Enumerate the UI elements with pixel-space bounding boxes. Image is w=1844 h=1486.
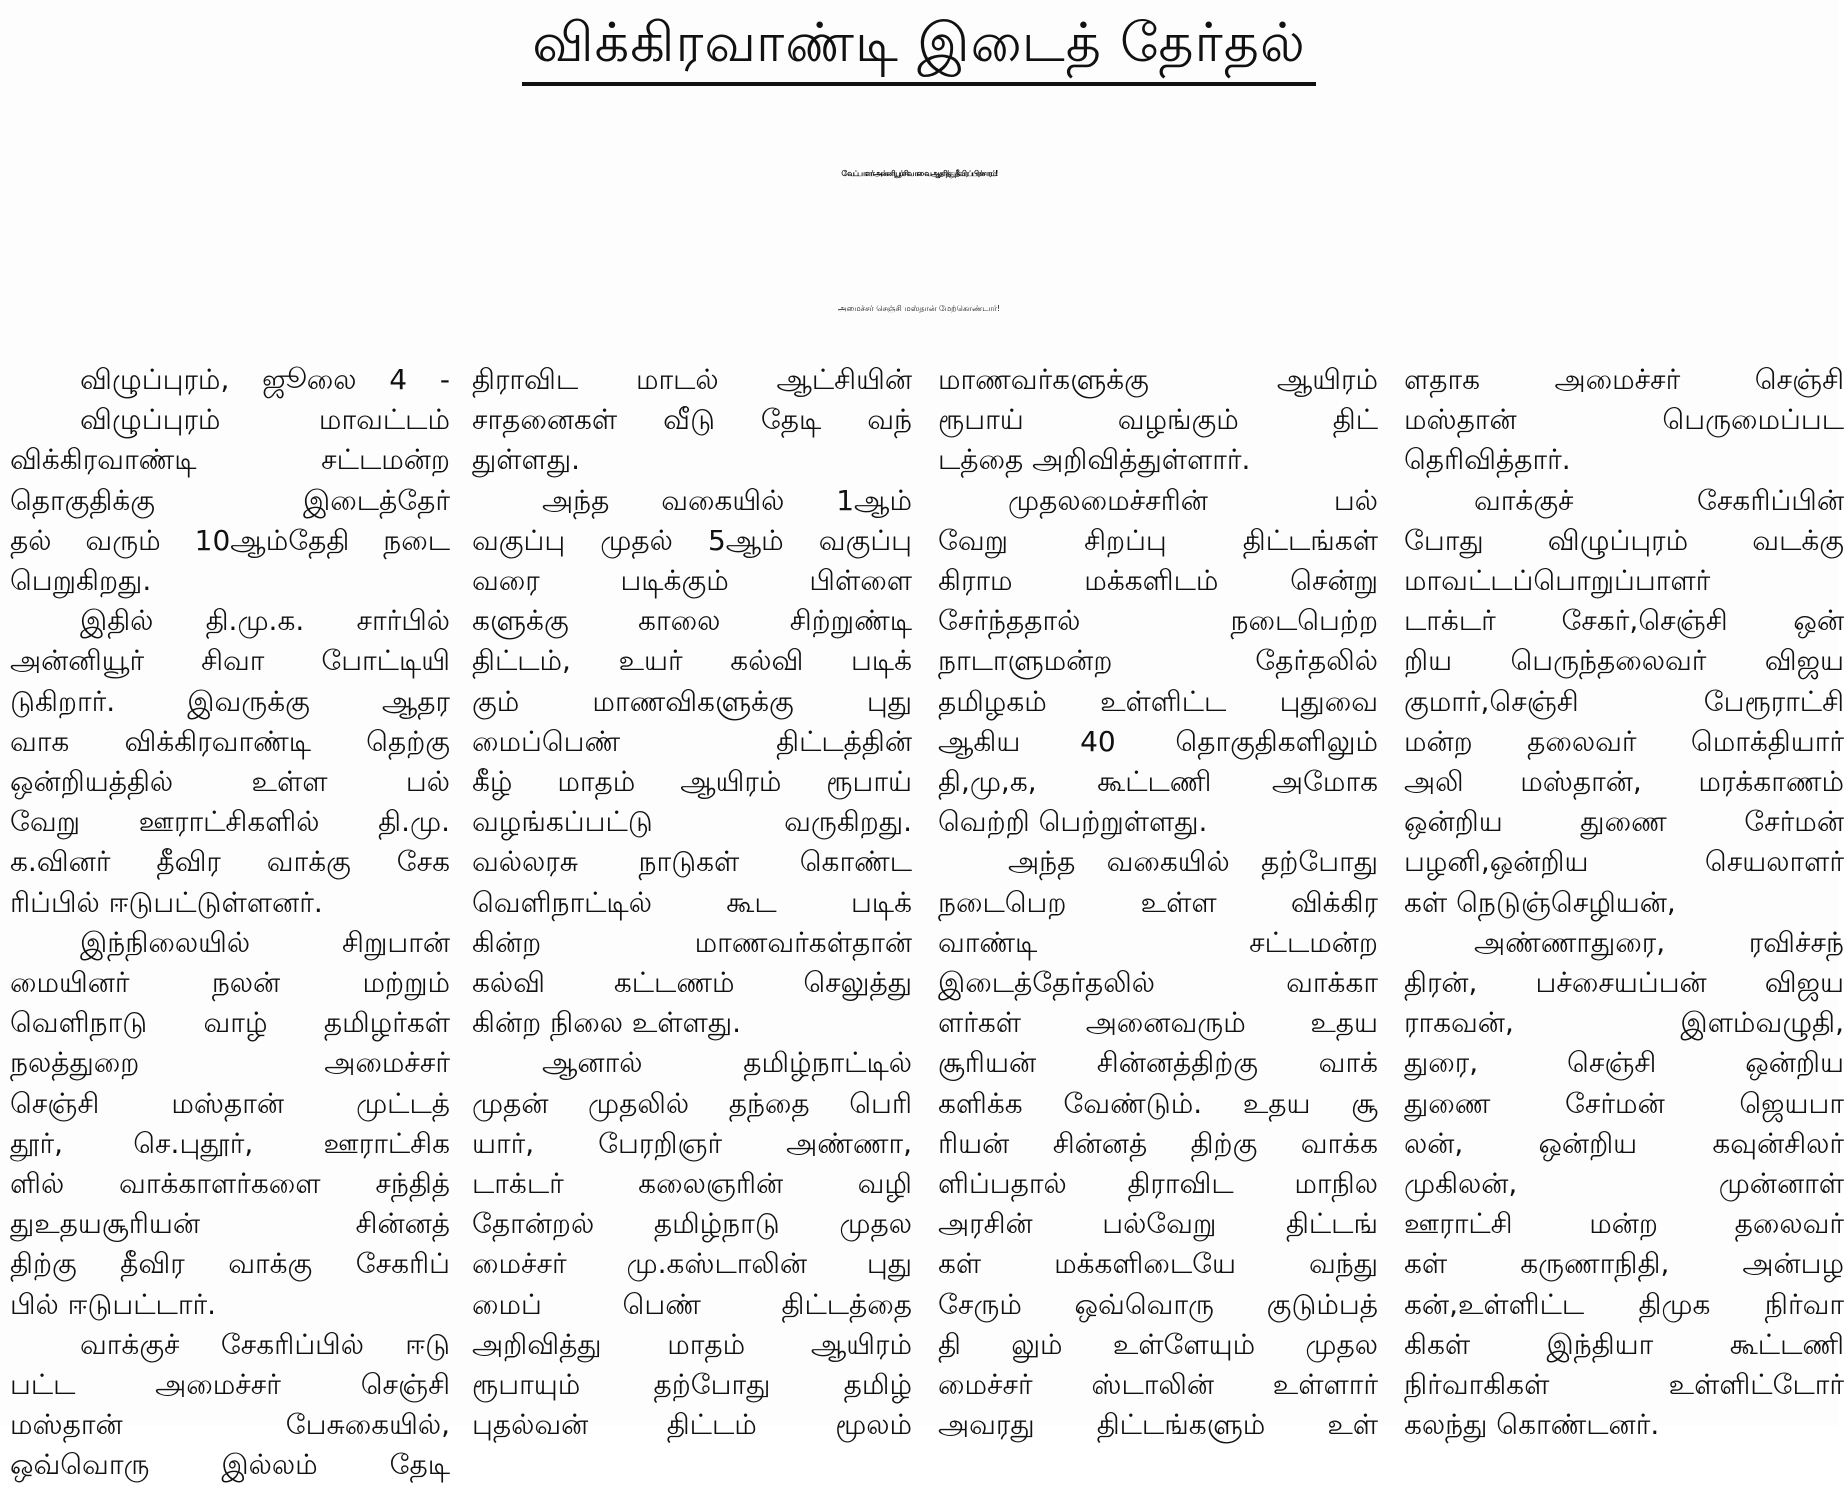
article-text-line: தி லும் உள்ளேயும் முதல (938, 1327, 1378, 1361)
text-column-1 (10, 360, 450, 1482)
article-text-line: அவரது திட்டங்களும் உள் (938, 1408, 1378, 1442)
article-text-line: முதலமைச்சரின் பல் (1008, 483, 1378, 517)
article-text-line: நிர்வாகிகள் உள்ளிட்டோர் (1404, 1368, 1844, 1402)
article-text-line: தமிழகம் உள்ளிட்ட புதுவை (938, 684, 1378, 718)
article-text-line: மைச்சர் மு.கஸ்டாலின் புது (472, 1247, 912, 1281)
article-text-line: கின்ற மாணவர்கள்தான் (472, 925, 912, 959)
article-text-line: செஞ்சி மஸ்தான் முட்டத் (10, 1086, 450, 1120)
article-text-line: வாக்குச் சேகரிப்பில் ஈடு (80, 1327, 450, 1361)
article-text-line: கீழ் மாதம் ஆயிரம் ரூபாய் (472, 765, 912, 799)
article-text-line: விழுப்புரம் மாவட்டம் (80, 403, 450, 437)
article-text-line: சேரும் ஒவ்வொரு குடும்பத் (938, 1287, 1378, 1321)
headline: வேட்பாளர் அன்னியூர் சிவாவை ஆதரித்து தீவிரப் பிரச்சாரம்! (841, 169, 997, 178)
article-text-line: மைச்சர் ஸ்டாலின் உள்ளார் (938, 1368, 1378, 1402)
article-text-line: தூர், செ.புதூர், ஊராட்சிக (10, 1126, 450, 1160)
article-text-line: லன், ஒன்றிய கவுன்சிலர் (1404, 1126, 1844, 1160)
article-text-line: ரூபாயும் தற்போது தமிழ் (472, 1368, 912, 1402)
article-text-line: ஊராட்சி மன்ற தலைவர் (1404, 1207, 1844, 1241)
article-text-line: கின்ற நிலை உள்ளது. (472, 1006, 741, 1040)
article-text-line: ஒவ்வொரு இல்லம் தேடி (10, 1448, 450, 1482)
article-text-line: மைப் பெண் திட்டத்தை (472, 1287, 912, 1321)
kicker-container (0, 8, 1838, 86)
article-text-line: வேறு சிறப்பு திட்டங்கள் (938, 523, 1378, 557)
subheadline: அமைச்சர் செஞ்சி மஸ்தான் மேற்கொண்டார்! (837, 304, 1001, 313)
text-column-2 (472, 360, 912, 1442)
article-text-line: டாக்டர் கலைஞரின் வழி (472, 1167, 912, 1201)
article-text-line: துள்ளது. (472, 443, 580, 477)
article-text-line: சூரியன் சின்னத்திற்கு வாக் (938, 1046, 1378, 1080)
article-text-line: திராவிட மாடல் ஆட்சியின் (472, 363, 912, 396)
article-body (0, 360, 1844, 1482)
article-text-line: கன்,உள்ளிட்ட திமுக நிர்வா (1404, 1287, 1844, 1321)
article-text-line: குமார்,செஞ்சி பேரூராட்சி (1404, 684, 1844, 718)
article-text-line: றிய பெருந்தலைவர் விஜய (1404, 644, 1844, 678)
article-text-line: டாக்டர் சேகர்,செஞ்சி ஒன் (1404, 604, 1844, 638)
article-text-line: பெறுகிறது. (10, 564, 152, 598)
article-text-line: அலி மஸ்தான், மரக்காணம் (1404, 765, 1844, 799)
article-text-line: விழுப்புரம், ஜூலை 4 - (80, 363, 450, 396)
article-text-line: கிகள் இந்தியா கூட்டணி (1404, 1327, 1844, 1361)
article-text-line: கள் நெடுஞ்செழியன், (1404, 885, 1676, 919)
article-text-line: அந்த வகையில் தற்போது (1008, 845, 1378, 879)
text-column-4 (1404, 360, 1844, 1442)
article-text-line: யார், பேரறிஞர் அண்ணா, (472, 1126, 912, 1160)
article-text-line: சேர்ந்ததால் நடைபெற்ற (938, 604, 1378, 638)
article-text-line: கும் மாணவிகளுக்கு புது (472, 684, 912, 718)
article-text-line: நடைபெற உள்ள விக்கிர (938, 885, 1378, 919)
article-text-line: ஆகிய 40 தொகுதிகளிலும் (938, 724, 1378, 758)
article-text-line: அறிவித்து மாதம் ஆயிரம் (472, 1327, 912, 1361)
article-text-line: வாண்டி சட்டமன்ற (938, 925, 1378, 959)
article-text-line: வரை படிக்கும் பிள்ளை (472, 564, 912, 598)
article-text-line: மன்ற தலைவர் மொக்தியார் (1404, 724, 1844, 758)
article-text-line: மையினர் நலன் மற்றும் (10, 966, 450, 1000)
article-text-line: வெற்றி பெற்றுள்ளது. (938, 805, 1208, 839)
article-text-line: டத்தை அறிவித்துள்ளார். (938, 443, 1251, 477)
article-text-line: டுகிறார். இவருக்கு ஆதர (10, 684, 450, 718)
article-text-line: வெளிநாட்டில் கூட படிக் (472, 885, 912, 919)
article-text-line: கள் கருணாநிதி, அன்பழ (1404, 1247, 1844, 1281)
article-text-line: பழனி,ஒன்றிய செயலாளர் (1404, 845, 1844, 879)
article-text-line: ரியன் சின்னத் திற்கு வாக்க (938, 1126, 1378, 1160)
article-text-line: ளில் வாக்காளர்களை சந்தித் (10, 1167, 450, 1201)
article-text-line: ரூபாய் வழங்கும் திட் (938, 403, 1378, 437)
article-text-line: அரசின் பல்வேறு திட்டங் (938, 1207, 1378, 1241)
article-text-line: மாணவர்களுக்கு ஆயிரம் (938, 363, 1378, 396)
article-text-line: மைப்பெண் திட்டத்தின் (472, 724, 912, 758)
article-text-line: சாதனைகள் வீடு தேடி வந் (472, 403, 912, 437)
article-text-line: தோன்றல் தமிழ்நாடு முதல (472, 1207, 912, 1241)
article-text-line: ஆனால் தமிழ்நாட்டில் (542, 1046, 912, 1080)
article-text-line: களுக்கு காலை சிற்றுண்டி (472, 604, 912, 638)
article-text-line: வெளிநாடு வாழ் தமிழர்கள் (10, 1006, 450, 1040)
article-text-line: வழங்கப்பட்டு வருகிறது. (472, 805, 912, 839)
article-text-line: துரை, செஞ்சி ஒன்றிய (1404, 1046, 1844, 1080)
article-text-line: ராகவன், இளம்வழுதி, (1404, 1006, 1844, 1040)
article-text-line: ளிப்பதால் திராவிட மாநில (938, 1167, 1378, 1201)
article-text-line: நாடாளுமன்ற தேர்தலில் (938, 644, 1378, 678)
article-text-line: இதில் தி.மு.க. சார்பில் (80, 604, 450, 638)
article-text-line: ஒன்றியத்தில் உள்ள பல் (10, 765, 450, 799)
article-text-line: ளர்கள் அனைவரும் உதய (938, 1006, 1378, 1040)
article-text-line: தி,மு,க, கூட்டணி அமோக (938, 765, 1378, 799)
article-text-line: அன்னியூர் சிவா போட்டியி (10, 644, 450, 678)
article-text-line: கள் மக்களிடையே வந்து (938, 1247, 1378, 1281)
kicker-title: விக்கிரவாண்டி இடைத் தேர்தல் (522, 8, 1316, 86)
article-text-line: கலந்து கொண்டனர். (1404, 1408, 1660, 1442)
article-text-line: அந்த வகையில் 1ஆம் (542, 483, 912, 517)
article-text-line: மஸ்தான் பேசுகையில், (10, 1408, 450, 1442)
article-text-line: க.வினர் தீவிர வாக்கு சேக (10, 845, 450, 879)
article-text-line: துஉதயசூரியன் சின்னத் (10, 1207, 450, 1241)
article-text-line: வகுப்பு முதல் 5ஆம் வகுப்பு (472, 523, 912, 557)
article-text-line: திரன், பச்சையப்பன் விஜய (1404, 966, 1844, 1000)
article-text-line: ளதாக அமைச்சர் செஞ்சி (1404, 363, 1844, 396)
article-text-line: மாவட்டப்பொறுப்பாளர் (1404, 564, 1711, 598)
article-text-line: புதல்வன் திட்டம் மூலம் (472, 1408, 912, 1442)
article-text-line: ரிப்பில் ஈடுபட்டுள்ளனர். (10, 885, 323, 919)
article-text-line: களிக்க வேண்டும். உதய சூ (938, 1086, 1378, 1120)
article-text-line: தெரிவித்தார். (1404, 443, 1571, 477)
article-text-line: விக்கிரவாண்டி சட்டமன்ற (10, 443, 450, 477)
article-text-line: முதன் முதலில் தந்தை பெரி (472, 1086, 912, 1120)
article-text-line: முகிலன், முன்னாள் (1404, 1167, 1844, 1201)
article-text-line: மஸ்தான் பெருமைப்பட (1404, 403, 1844, 437)
article-text-line: வாக விக்கிரவாண்டி தெற்கு (10, 724, 450, 758)
article-text-line: வல்லரசு நாடுகள் கொண்ட (472, 845, 912, 879)
article-text-line: கல்வி கட்டணம் செலுத்து (472, 966, 912, 1000)
article-text-line: பட்ட அமைச்சர் செஞ்சி (10, 1368, 450, 1402)
article-text-line: திட்டம், உயர் கல்வி படிக் (472, 644, 912, 678)
article-text-line: பில் ஈடுபட்டார். (10, 1287, 216, 1321)
article-text-line: இந்நிலையில் சிறுபான் (80, 925, 450, 959)
article-text-line: தல் வரும் 10ஆம்தேதி நடை (10, 523, 450, 557)
article-text-line: இடைத்தேர்தலில் வாக்கா (938, 966, 1378, 1000)
article-text-line: வேறு ஊராட்சிகளில் தி.மு. (10, 805, 450, 839)
article-text-line: திற்கு தீவிர வாக்கு சேகரிப் (10, 1247, 450, 1281)
article-text-line: வாக்குச் சேகரிப்பின் (1474, 483, 1844, 517)
article-text-line: தொகுதிக்கு இடைத்தேர் (10, 483, 450, 517)
article-text-line: நலத்துறை அமைச்சர் (10, 1046, 450, 1080)
article-text-line: கிராம மக்களிடம் சென்று (938, 564, 1378, 598)
article-text-line: அண்ணாதுரை, ரவிச்சந் (1474, 925, 1844, 959)
article-text-line: போது விழுப்புரம் வடக்கு (1404, 523, 1844, 557)
article-text-line: ஒன்றிய துணை சேர்மன் (1404, 805, 1844, 839)
article-text-line: துணை சேர்மன் ஜெயபா (1404, 1086, 1844, 1120)
text-column-3 (938, 360, 1378, 1442)
